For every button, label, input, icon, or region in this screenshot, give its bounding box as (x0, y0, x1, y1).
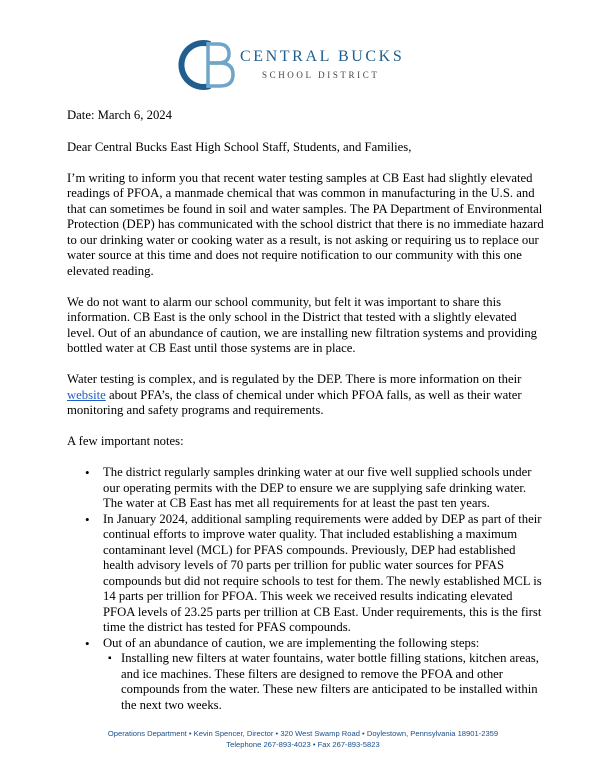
logo-subtitle: SCHOOL DISTRICT (262, 70, 380, 80)
district-logo (178, 36, 428, 94)
website-link[interactable]: website (67, 387, 106, 402)
paragraph-1: I’m writing to inform you that recent water testing samples at CB East had slightly elevated readings of PFOA, a manmade chemical that was common in manufacturing in the U.S. and that can sometimes be found in soil and water samples. The PA Department of Environmental Protection (DEP) has communicated with the school district that there is no immediate hazard to our drinking water or cooking water as a result, is not asking or requiring us to replace our water source at this time and does not require notification to our community with this one elevated reading. (67, 170, 544, 278)
cb-monogram-icon (178, 36, 238, 94)
footer-address: Operations Department • Kevin Spencer, Director • 320 West Swamp Road • Doylestown, Pennsylvania 18901-2359 (107, 729, 499, 738)
paragraph-2: We do not want to alarm our school community, but felt it was important to share this information. CB East is the only school in the District that tested with a slightly elevated level. Out of an abundance of caution, we are installing new filtration systems and providing bottled water at CB East until those systems are in place. (67, 294, 538, 355)
letter-date: Date: March 6, 2024 (67, 108, 172, 122)
list-item-text: Out of an abundance of caution, we are implementing the following steps: (103, 635, 480, 650)
letterhead-footer (0, 728, 606, 750)
list-item: ▪ Installing new filters at water fountains, water bottle filling stations, kitchen areas, and ice machines. These filters are designed to remove the PFOA and other compounds from the water. These new filters are anticipated to be installed within the next two weeks. (121, 651, 545, 713)
list-item: • In January 2024, additional sampling requirements were added by DEP as part of their continual efforts to improve water quality. That included establishing a maximum contaminant level (MCL) for PFAS compounds. Previously, DEP had established health advisory levels of 70 parts per trillion for public water sources for PFAS compounds but did not require schools to test for them. The newly established MCL is 14 parts per trillion for PFOA. This week we received results indicating elevated PFOA levels of 23.25 parts per trillion at CB East. Under requirements, this is the first time the district has tested for PFAS compounds. (103, 512, 545, 636)
list-item: • The district regularly samples drinking water at our five well supplied schools under our operating permits with the DEP to ensure we are supplying safe drinking water. The water at CB East has met all requirements for at least the past ten years. (103, 465, 545, 512)
salutation: Dear Central Bucks East High School Staff, Students, and Families, (67, 139, 412, 154)
notes-intro: A few important notes: (67, 434, 184, 448)
paragraph-3 (67, 372, 545, 419)
paragraph-3-start: Water testing is complex, and is regulated by the DEP. There is more information on their (67, 372, 522, 386)
steps-list (103, 651, 545, 713)
paragraph-3-end: about PFA’s, the class of chemical under which PFOA falls, as well as their water monitoring and safety programs and requirements. (67, 387, 522, 417)
notes-list (67, 465, 545, 713)
logo-name: CENTRAL BUCKS (240, 48, 405, 65)
footer-phone: Telephone 267-893-4023 • Fax 267-893-5823 (226, 740, 380, 749)
list-item (103, 636, 545, 714)
letter-body (67, 108, 545, 713)
